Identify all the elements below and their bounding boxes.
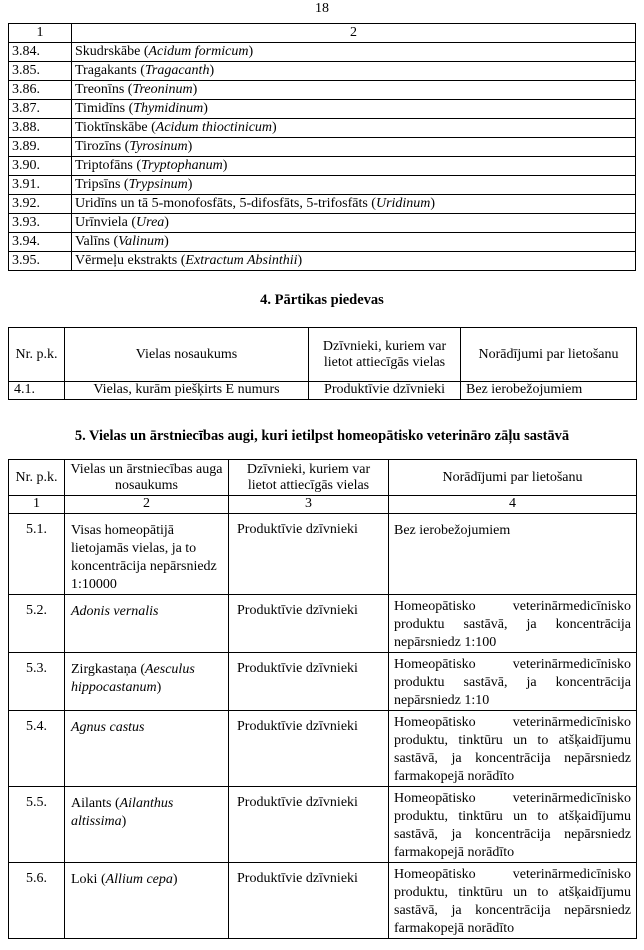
name-text: Visas homeopātijā lietojamās vielas, ja to koncentrācija nepārsniedz 1:10000 <box>71 523 217 592</box>
row-number: 3.89. <box>9 138 72 157</box>
name-text: Tragakants ( <box>75 63 145 78</box>
substance-name <box>72 157 636 176</box>
animals: Produktīvie dzīvnieki <box>229 863 389 939</box>
row-number: 3.94. <box>9 233 72 252</box>
row-number: 4.1. <box>9 382 65 400</box>
name-text: ) <box>192 82 198 97</box>
usage-notes: Homeopātisko veterinārmedicīnisko produktu sastāvā, ja koncentrācija nepārsniedz 1:10 <box>389 653 637 711</box>
latin-name: Trypsinum <box>128 177 188 192</box>
substance-name: Vielas, kurām piešķirts E numurs <box>65 382 309 400</box>
row-number: 3.92. <box>9 195 72 214</box>
row-number: 5.2. <box>9 595 65 653</box>
latin-name: Agnus castus <box>71 720 145 735</box>
name-text: Tioktīnskābe ( <box>75 120 156 135</box>
name-text: Valīns ( <box>75 234 119 249</box>
row-number: 3.90. <box>9 157 72 176</box>
food-additives-table <box>8 327 637 400</box>
name-text: Ailants ( <box>71 796 120 811</box>
substance-name <box>65 595 229 653</box>
header-usage-notes: Norādījumi par lietošanu <box>389 460 637 496</box>
latin-name: Tyrosinum <box>129 139 188 154</box>
table-row <box>9 863 637 939</box>
latin-name: Ailanthus altissima <box>71 796 174 829</box>
table-row <box>9 176 636 195</box>
name-text: Vērmeļu ekstrakts ( <box>75 253 186 268</box>
animals: Produktīvie dzīvnieki <box>309 382 461 400</box>
name-text: ) <box>164 234 169 249</box>
name-text: ) <box>430 196 436 211</box>
table-row <box>9 138 636 157</box>
animals: Produktīvie dzīvnieki <box>229 514 389 595</box>
header-usage-notes: Norādījumi par lietošanu <box>461 328 637 382</box>
substance-name <box>65 514 229 595</box>
usage-notes: Homeopātisko veterinārmedicīnisko produktu, tinktūru un to atšķaidījumu sastāvā, ja koncentrācija nepārsniedz farmakopejā norādīto <box>389 711 637 787</box>
row-number: 5.5. <box>9 787 65 863</box>
column-number: 1 <box>9 24 72 43</box>
latin-name: Tragacanth <box>144 63 210 78</box>
column-numbers-row <box>9 496 637 514</box>
latin-name: Acidum formicum <box>148 44 249 59</box>
row-number: 3.91. <box>9 176 72 195</box>
row-number: 5.1. <box>9 514 65 595</box>
substance-name <box>72 138 636 157</box>
name-text: ) <box>121 814 127 829</box>
name-text: Urīnviela ( <box>75 215 137 230</box>
page-number: 18 <box>315 1 329 16</box>
header-animals: Dzīvnieki, kuriem var lietot attiecīgās vielas <box>309 328 461 382</box>
latin-name: Aesculus hippocastanum <box>71 662 195 695</box>
substance-name <box>72 43 636 62</box>
usage-notes: Homeopātisko veterinārmedicīnisko produktu, tinktūru un to atšķaidījumu sastāvā, ja koncentrācija nepārsniedz farmakopejā norādīto <box>389 863 637 939</box>
section-5-heading: 5. Vielas un ārstniecības augi, kuri ietilpst homeopātisko veterināro zāļu sastāvā <box>74 428 570 444</box>
column-number: 1 <box>9 496 65 514</box>
substance-name <box>72 195 636 214</box>
name-text: Timidīns ( <box>75 101 134 116</box>
table-header-row <box>9 328 637 382</box>
latin-name: Tryptophanum <box>141 158 223 173</box>
latin-name: Valinum <box>118 234 165 249</box>
row-number: 3.86. <box>9 81 72 100</box>
name-text: ) <box>187 139 193 154</box>
column-number: 4 <box>389 496 637 514</box>
table-row <box>9 514 637 595</box>
column-number: 2 <box>72 24 636 43</box>
name-text: Triptofāns ( <box>75 158 141 173</box>
table-row <box>9 233 636 252</box>
animals: Produktīvie dzīvnieki <box>229 711 389 787</box>
header-animals: Dzīvnieki, kuriem var lietot attiecīgās vielas <box>229 460 389 496</box>
name-text: ) <box>156 680 162 695</box>
table-row <box>9 787 637 863</box>
table-header-row <box>9 24 636 43</box>
latin-name: Allium cepa <box>105 872 173 887</box>
name-text: ) <box>164 215 169 230</box>
latin-name: Urea <box>136 215 165 230</box>
substance-name <box>72 252 636 271</box>
substance-name <box>72 176 636 195</box>
usage-notes: Homeopātisko veterinārmedicīnisko produktu, tinktūru un to atšķaidījumu sastāvā, ja koncentrācija nepārsniedz farmakopejā norādīto <box>389 787 637 863</box>
animals: Produktīvie dzīvnieki <box>229 653 389 711</box>
row-number: 5.3. <box>9 653 65 711</box>
homeopathic-substances-table <box>8 459 637 939</box>
table-row <box>9 43 636 62</box>
animals: Produktīvie dzīvnieki <box>229 595 389 653</box>
usage-notes: Bez ierobežojumiem <box>461 382 637 400</box>
substance-name <box>72 119 636 138</box>
latin-name: Thymidinum <box>133 101 204 116</box>
row-number: 3.95. <box>9 252 72 271</box>
name-text: ) <box>297 253 303 268</box>
name-text: Skudrskābe ( <box>75 44 149 59</box>
latin-name: Adonis vernalis <box>71 604 159 619</box>
latin-name: Acidum thioctinicum <box>155 120 273 135</box>
row-number: 3.87. <box>9 100 72 119</box>
name-text: ) <box>222 158 228 173</box>
header-substance-name: Vielas un ārstniecības auga nosaukums <box>65 460 229 496</box>
table-row <box>9 119 636 138</box>
table-header-row <box>9 460 637 496</box>
substance-name <box>72 81 636 100</box>
column-number: 2 <box>65 496 229 514</box>
substance-name <box>72 62 636 81</box>
table-row <box>9 252 636 271</box>
name-text: Treonīns ( <box>75 82 133 97</box>
row-number: 5.4. <box>9 711 65 787</box>
table-row <box>9 157 636 176</box>
table-row <box>9 214 636 233</box>
latin-name: Uridinum <box>375 196 431 211</box>
table-row <box>9 62 636 81</box>
section-4-heading: 4. Pārtikas piedevas <box>260 292 384 308</box>
name-text: Tripsīns ( <box>75 177 129 192</box>
name-text: Zirgkastaņa ( <box>71 662 145 677</box>
table-row <box>9 100 636 119</box>
substance-name <box>65 863 229 939</box>
table-row <box>9 81 636 100</box>
row-number: 3.85. <box>9 62 72 81</box>
substances-table-continued <box>8 23 636 271</box>
header-nr: Nr. p.k. <box>9 460 65 496</box>
row-number: 5.6. <box>9 863 65 939</box>
name-text: ) <box>209 63 215 78</box>
table-row <box>9 653 637 711</box>
row-number: 3.93. <box>9 214 72 233</box>
table-row <box>9 711 637 787</box>
row-number: 3.88. <box>9 119 72 138</box>
name-text: ) <box>187 177 193 192</box>
name-text: Tirozīns ( <box>75 139 130 154</box>
table-row <box>9 595 637 653</box>
row-number: 3.84. <box>9 43 72 62</box>
name-text: ) <box>248 44 254 59</box>
usage-notes: Homeopātisko veterinārmedicīnisko produktu sastāvā, ja koncentrācija nepārsniedz 1:100 <box>389 595 637 653</box>
name-text: Uridīns un tā 5-monofosfāts, 5-difosfāts, 5-trifosfāts ( <box>75 196 376 211</box>
name-text: ) <box>203 101 208 116</box>
substance-name <box>72 100 636 119</box>
header-nr: Nr. p.k. <box>9 328 65 382</box>
usage-notes: Bez ierobežojumiem <box>389 514 637 595</box>
substance-name <box>65 787 229 863</box>
table-row <box>9 195 636 214</box>
table-row <box>9 382 637 400</box>
substance-name <box>65 711 229 787</box>
substance-name <box>65 653 229 711</box>
name-text: ) <box>172 872 178 887</box>
latin-name: Extractum Absinthii <box>185 253 298 268</box>
name-text: Loki ( <box>71 872 106 887</box>
animals: Produktīvie dzīvnieki <box>229 787 389 863</box>
substance-name <box>72 233 636 252</box>
substance-name <box>72 214 636 233</box>
latin-name: Treoninum <box>132 82 193 97</box>
name-text: ) <box>272 120 277 135</box>
header-substance-name: Vielas nosaukums <box>65 328 309 382</box>
column-number: 3 <box>229 496 389 514</box>
